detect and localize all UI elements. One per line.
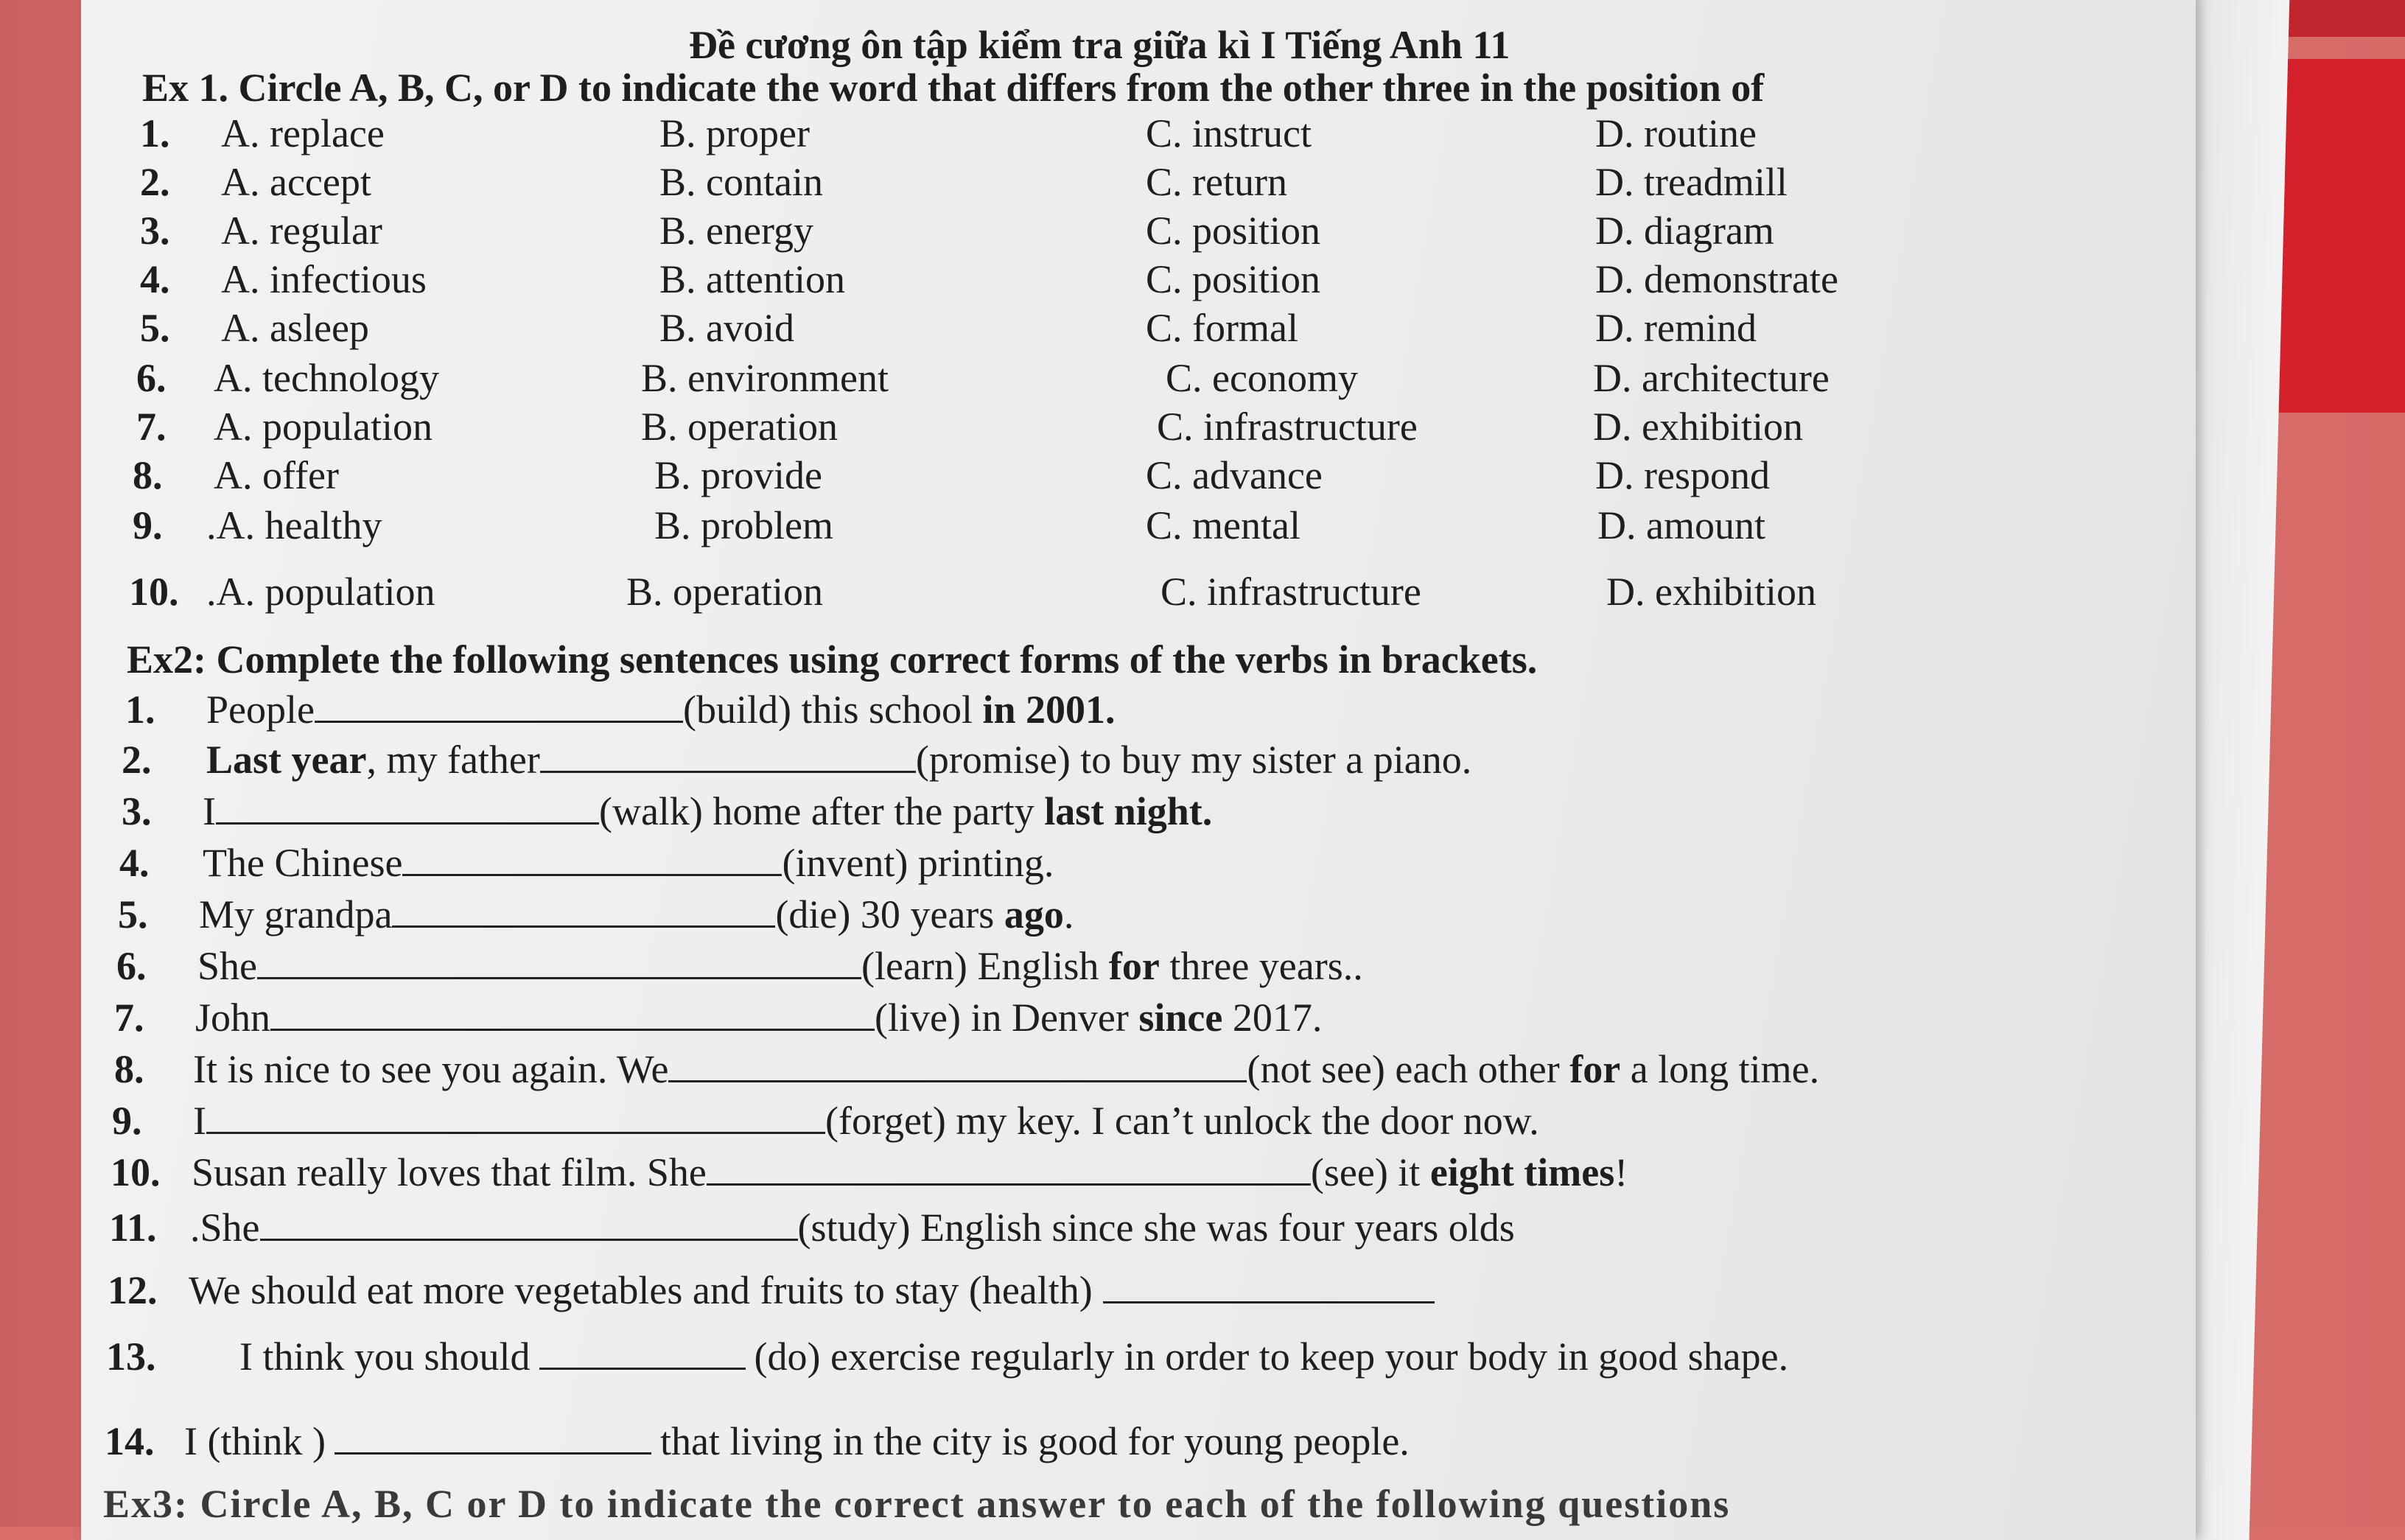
ex2-item-number: 10. xyxy=(111,1150,161,1194)
ex2-item-number: 2. xyxy=(122,738,152,782)
option-d[interactable]: D. demonstrate xyxy=(1595,257,1838,301)
option-a[interactable]: .A. healthy xyxy=(206,503,382,547)
option-d[interactable]: D. treadmill xyxy=(1595,160,1788,204)
item-number: 9. xyxy=(133,503,163,547)
ex2-item-number: 1. xyxy=(125,687,155,732)
option-d[interactable]: D. routine xyxy=(1595,111,1757,155)
ex1-item xyxy=(0,159,2210,208)
option-c[interactable]: C. mental xyxy=(1146,503,1300,547)
ex2-item-number: 5. xyxy=(118,892,148,937)
option-b[interactable]: B. energy xyxy=(659,209,813,253)
item-number: 5. xyxy=(140,306,170,350)
option-b[interactable]: B. attention xyxy=(659,257,845,301)
ex2-item-number: 12. xyxy=(108,1268,158,1312)
ex3-heading: Ex3: Circle A, B, C or D to indicate the correct answer to each of the following questions xyxy=(103,1482,1731,1526)
ex2-time-marker: for xyxy=(1108,944,1160,988)
option-d[interactable]: D. amount xyxy=(1597,503,1765,547)
answer-blank[interactable] xyxy=(260,1206,798,1241)
ex2-item-number: 9. xyxy=(112,1099,142,1143)
answer-blank[interactable] xyxy=(392,893,775,928)
ex2-sentence-start: I xyxy=(203,789,216,833)
answer-blank[interactable] xyxy=(335,1420,651,1455)
ex2-sentence-tail: . xyxy=(1063,892,1074,937)
option-b[interactable]: B. operation xyxy=(641,405,838,449)
ex2-sentence-end: (build) this school xyxy=(682,687,983,732)
ex2-sentence-start: I xyxy=(193,1099,206,1143)
ex2-sentence-start: Susan really loves that film. She xyxy=(192,1150,707,1194)
ex2-sentence-end: that living in the city is good for young people. xyxy=(659,1419,1410,1463)
ex1-item xyxy=(0,503,2210,551)
ex2-item xyxy=(199,892,1074,937)
option-b[interactable]: B. operation xyxy=(626,570,823,614)
option-c[interactable]: C. position xyxy=(1146,257,1321,301)
ex1-item xyxy=(0,208,2210,256)
ex2-sentence-start: The Chinese xyxy=(203,841,403,885)
option-a[interactable]: A. population xyxy=(214,405,433,449)
ex2-sentence-start: It is nice to see you again. We xyxy=(193,1047,669,1091)
ex1-item xyxy=(0,452,2210,501)
option-b[interactable]: B. environment xyxy=(641,356,889,400)
ex1-item xyxy=(0,305,2210,354)
ex2-item xyxy=(193,1046,1819,1092)
option-d[interactable]: D. remind xyxy=(1595,306,1757,350)
ex2-item xyxy=(203,840,1054,886)
ex2-sentence-start: My grandpa xyxy=(199,892,393,937)
answer-blank[interactable] xyxy=(257,945,861,979)
item-number: 2. xyxy=(140,160,170,204)
item-number: 1. xyxy=(140,111,170,155)
option-a[interactable]: A. offer xyxy=(214,453,339,497)
ex2-sentence-tail: ! xyxy=(1614,1150,1628,1194)
answer-blank[interactable] xyxy=(315,688,683,723)
option-c[interactable]: C. instruct xyxy=(1146,111,1312,155)
option-c[interactable]: C. infrastructure xyxy=(1161,570,1421,614)
ex2-sentence-tail: 2017. xyxy=(1222,995,1323,1040)
answer-blank[interactable] xyxy=(206,1099,825,1134)
ex1-item xyxy=(0,111,2210,159)
ex1-item xyxy=(0,355,2210,404)
ex2-item xyxy=(203,788,1212,834)
ex1-item xyxy=(0,569,2210,617)
ex2-item xyxy=(239,1334,1788,1379)
option-a[interactable]: A. infectious xyxy=(221,257,427,301)
ex2-item xyxy=(206,687,1116,732)
option-d[interactable]: D. diagram xyxy=(1595,209,1774,253)
option-c[interactable]: C. economy xyxy=(1166,356,1358,400)
ex2-time-marker: eight times xyxy=(1429,1150,1615,1194)
answer-blank[interactable] xyxy=(402,841,782,876)
option-c[interactable]: C. return xyxy=(1146,160,1287,204)
answer-blank[interactable] xyxy=(539,1335,746,1370)
ex2-sentence-end: (walk) home after the party xyxy=(598,789,1045,833)
option-a[interactable]: A. accept xyxy=(221,160,371,204)
ex2-sentence-start: .She xyxy=(190,1205,260,1250)
ex1-heading: Ex 1. Circle A, B, C, or D to indicate the word that differs from the other three in the position of xyxy=(142,66,1765,110)
ex2-item-number: 4. xyxy=(119,841,150,885)
ex2-time-marker: in 2001. xyxy=(982,687,1116,732)
ex2-sentence-end: (see) it xyxy=(1310,1150,1430,1194)
option-d[interactable]: D. architecture xyxy=(1593,356,1830,400)
ex2-sentence-end: (study) English since she was four years olds xyxy=(797,1205,1515,1250)
item-number: 4. xyxy=(140,257,170,301)
answer-blank[interactable] xyxy=(216,790,599,825)
page-title: Đề cương ôn tập kiểm tra giữa kì I Tiếng Anh 11 xyxy=(689,23,1510,67)
item-number: 8. xyxy=(133,453,163,497)
ex2-item xyxy=(184,1418,1410,1464)
option-b[interactable]: B. proper xyxy=(659,111,810,155)
option-b[interactable]: B. avoid xyxy=(659,306,794,350)
option-c[interactable]: C. position xyxy=(1146,209,1321,253)
ex2-item xyxy=(197,943,1363,989)
ex2-item-number: 11. xyxy=(109,1205,157,1250)
option-d[interactable]: D. respond xyxy=(1595,453,1770,497)
ex2-item-number: 13. xyxy=(106,1334,156,1379)
answer-blank[interactable] xyxy=(270,996,875,1031)
ex1-item xyxy=(0,256,2210,305)
option-a[interactable]: A. technology xyxy=(214,356,439,400)
ex2-sentence-end: (invent) printing. xyxy=(782,841,1054,885)
ex2-time-marker: for xyxy=(1569,1047,1621,1091)
item-number: 10. xyxy=(129,570,179,614)
ex1-item xyxy=(0,404,2210,452)
answer-blank[interactable] xyxy=(668,1048,1247,1082)
ex2-sentence-end: (not see) each other xyxy=(1247,1047,1570,1091)
ex2-sentence-end: (do) exercise regularly in order to keep your body in good shape. xyxy=(754,1334,1789,1379)
ex2-sentence-end: (learn) English xyxy=(861,944,1109,988)
option-a[interactable]: A. replace xyxy=(221,111,385,155)
ex2-item xyxy=(206,737,1471,783)
ex2-sentence-end: (forget) my key. I can’t unlock the door now. xyxy=(825,1099,1539,1143)
ex2-sentence-start: I think you should xyxy=(239,1334,531,1379)
ex2-item xyxy=(195,995,1322,1040)
option-d[interactable]: D. exhibition xyxy=(1606,570,1816,614)
ex2-sentence-end: (die) 30 years xyxy=(775,892,1004,937)
ex2-sentence-tail: three years.. xyxy=(1159,944,1363,988)
ex2-item-number: 3. xyxy=(122,789,152,833)
ex2-bold-prefix: Last year xyxy=(206,738,367,782)
ex2-sentence-start: , my father xyxy=(366,738,540,782)
option-a[interactable]: A. asleep xyxy=(221,306,369,350)
ex2-sentence-start: People xyxy=(206,687,315,732)
ex2-item-number: 6. xyxy=(116,944,147,988)
ex2-item-number: 8. xyxy=(114,1047,144,1091)
option-b[interactable]: B. problem xyxy=(654,503,833,547)
option-c[interactable]: C. advance xyxy=(1146,453,1323,497)
ex2-sentence-start: She xyxy=(197,944,257,988)
answer-blank[interactable] xyxy=(540,738,916,773)
option-b[interactable]: B. contain xyxy=(659,160,823,204)
ex2-heading: Ex2: Complete the following sentences using correct forms of the verbs in brackets. xyxy=(127,637,1538,682)
ex2-sentence-start: John xyxy=(195,995,271,1040)
ex2-time-marker: last night. xyxy=(1044,789,1213,833)
ex2-item xyxy=(190,1205,1515,1250)
item-number: 6. xyxy=(136,356,167,400)
option-a[interactable]: A. regular xyxy=(221,209,382,253)
option-d[interactable]: D. exhibition xyxy=(1593,405,1803,449)
answer-blank[interactable] xyxy=(707,1151,1311,1186)
ex2-time-marker: since xyxy=(1138,995,1223,1040)
ex2-item xyxy=(192,1149,1628,1195)
option-c[interactable]: C. formal xyxy=(1146,306,1298,350)
ex2-item-number: 14. xyxy=(105,1419,155,1463)
item-number: 3. xyxy=(140,209,170,253)
item-number: 7. xyxy=(136,405,167,449)
ex2-sentence-tail: a long time. xyxy=(1620,1047,1820,1091)
ex2-sentence-start: I (think ) xyxy=(184,1419,326,1463)
ex2-time-marker: ago xyxy=(1004,892,1064,937)
ex2-item-number: 7. xyxy=(114,995,144,1040)
ex2-sentence-end: (promise) to buy my sister a piano. xyxy=(915,738,1472,782)
ex2-sentence-end: (live) in Denver xyxy=(875,995,1139,1040)
option-a[interactable]: .A. population xyxy=(206,570,435,614)
option-c[interactable]: C. infrastructure xyxy=(1157,405,1418,449)
ex2-item xyxy=(189,1267,1435,1313)
ex2-item xyxy=(193,1098,1539,1144)
answer-blank[interactable] xyxy=(1103,1269,1435,1303)
option-b[interactable]: B. provide xyxy=(654,453,822,497)
ex2-sentence-start: We should eat more vegetables and fruits to stay (health) xyxy=(189,1268,1093,1312)
